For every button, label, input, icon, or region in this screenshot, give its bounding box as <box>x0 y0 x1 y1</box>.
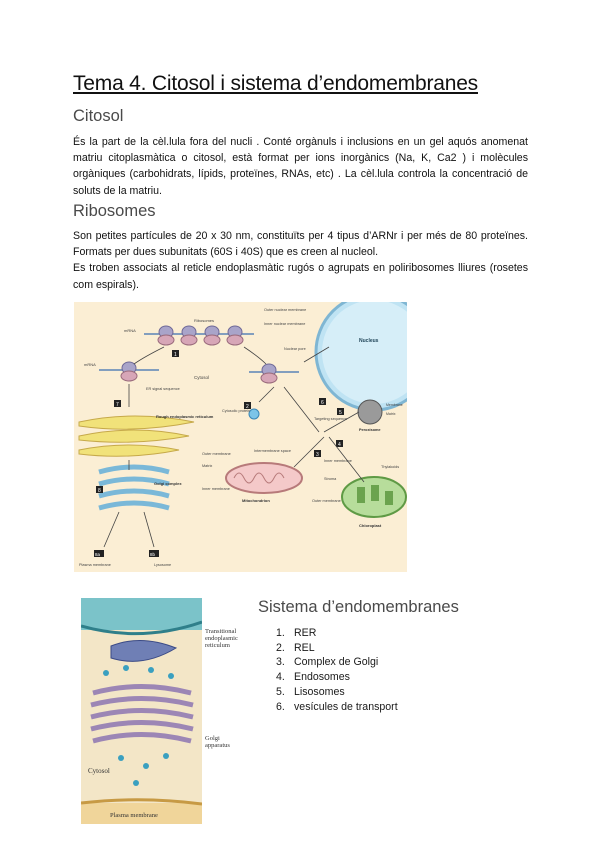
golgi-apparatus-label: Golgi apparatus <box>205 735 230 749</box>
mitochondrion-label: Mitochondrion <box>242 498 270 503</box>
mito-outer-membrane-label: Outer membrane <box>202 452 231 456</box>
list-item-label: Complex de Golgi <box>294 656 379 669</box>
golgi-cisterna-1 <box>99 467 169 472</box>
transitional-er-shape <box>111 640 176 661</box>
peroxisome-label: Peroxisome <box>359 428 381 432</box>
protein-sorting-diagram <box>74 302 407 572</box>
list-item-number: 5. <box>276 685 285 698</box>
endomembrane-list <box>276 626 398 714</box>
step-8a: 8a <box>95 552 101 557</box>
cytosolic-protein-shape <box>249 409 259 419</box>
mrna-label-top: mRNA <box>124 328 136 333</box>
step-6: 6 <box>321 400 324 406</box>
list-item-label: Lisosomes <box>294 685 345 698</box>
nuclear-region <box>81 598 202 630</box>
stroma-label: Stroma <box>324 477 337 481</box>
peroxisome-shape <box>358 400 382 424</box>
endomembrane-diagram <box>81 598 202 824</box>
plasma-membrane-fig2-label: Plasma membrane <box>110 812 158 819</box>
section-heading-citosol: Citosol <box>73 107 124 125</box>
thylakoids-label: Thylakoids <box>381 465 400 469</box>
step-8b: 8b <box>150 552 156 557</box>
step-7: 7 <box>116 402 119 408</box>
list-item <box>276 685 398 700</box>
endomembrane-figure <box>81 598 202 824</box>
polyribosome <box>158 326 243 345</box>
step-2: 2 <box>246 404 249 410</box>
mito-matrix-label: Matrix <box>202 464 213 468</box>
nucleus-label: Nucleus <box>359 338 379 344</box>
cytosol-label: Cytosol <box>194 375 210 380</box>
peroxisome-membrane-label: Membrane <box>386 403 403 407</box>
inner-membrane-label: Inner membrane <box>202 487 230 491</box>
ribosome-large-right <box>261 373 277 383</box>
peroxisome-matrix-label: Matrix <box>386 412 396 416</box>
paragraph-ribosomes <box>73 228 528 293</box>
plasma-membrane-label: Plasma membrane <box>79 563 111 567</box>
lysosome-label: Lysosome <box>154 563 172 567</box>
step-1: 1 <box>174 352 177 358</box>
intermembrane-label: Intermembrane space <box>254 449 291 453</box>
list-item <box>276 626 398 641</box>
ribosomes-text-1: Son petites partícules de 20 x 30 nm, constituïts per 4 tipus d’ARNr i per més de 80 proteïnes. Formats per dues subunitats (60S i 40S) que es creen al nucleol. <box>73 230 528 259</box>
list-item <box>276 670 398 685</box>
section-heading-endomembranes: Sistema d’endomembranes <box>258 598 459 616</box>
ribosomes-text-2: Es troben associats al reticle endoplasmàtic rugós o agrupats en poliribosomes lliures (rosetes com espirals). <box>73 262 528 291</box>
er-signal-label: ER signal sequence <box>146 387 180 391</box>
step-5: 5 <box>339 410 342 416</box>
step-8: 8 <box>98 488 101 494</box>
step-3: 3 <box>316 452 319 458</box>
golgi-label: Golgi complex <box>154 481 182 486</box>
rough-er-label: Rough endoplasmic reticulum <box>156 414 214 419</box>
rough-er-cisterna-3 <box>79 445 179 456</box>
list-item-label: vesícules de transport <box>294 700 398 713</box>
list-item-label: Endosomes <box>294 671 350 684</box>
list-item <box>276 700 398 715</box>
chloroplast-outer-membrane-label: Outer membrane <box>312 499 341 503</box>
nuclear-pore-label: Nuclear pore <box>284 347 306 351</box>
list-item-number: 6. <box>276 700 285 713</box>
protein-sorting-figure <box>74 302 407 572</box>
mrna-label-left: mRNA <box>84 362 96 367</box>
rough-er-cisterna-2 <box>79 430 189 442</box>
golgi-cisterna-3 <box>99 491 169 496</box>
section-heading-ribosomes: Ribosomes <box>73 202 156 220</box>
chloroplast-label: Chloroplast <box>359 523 382 528</box>
page-title: Tema 4. Citosol i sistema d’endomembranes <box>73 72 478 95</box>
golgi-stack <box>91 687 193 742</box>
golgi-cisterna-4 <box>99 503 169 508</box>
list-item <box>276 641 398 656</box>
citosol-text: És la part de la cèl.lula fora del nucli . Conté orgànuls i inclusions en un gel aquós anomenat matriu citoplasmàtica o citosol, està format per ions inorgànics (Na, K, Ca2 ) i molècules orgàniques (carbohidrats, lípids, proteïnes, RNAs, etc) . La cèl.lula controla la concentració de soluts de la matriu. <box>73 136 528 197</box>
chloroplast-inner-membrane-label: Inner membrane <box>324 459 352 463</box>
cytosol-fig2-label: Cytosol <box>88 767 110 775</box>
inner-nuclear-label: Inner nuclear membrane <box>264 322 306 326</box>
ribosomes-label: Ribosomes <box>194 318 215 323</box>
targeting-sequence-label: Targeting sequence <box>314 417 348 421</box>
step-4: 4 <box>338 442 341 448</box>
list-item-number: 1. <box>276 627 285 639</box>
list-item-label: RER <box>294 627 317 639</box>
list-item-number: 4. <box>276 671 285 684</box>
ribosome-large-left <box>121 371 137 381</box>
cytosolic-protein-label: Cytosolic protein <box>222 409 251 413</box>
transitional-er-label: Transitional endoplasmic reticulum <box>205 628 238 649</box>
outer-nuclear-label: Outer nuclear membrane <box>264 308 307 312</box>
paragraph-citosol <box>73 134 528 199</box>
list-item-number: 2. <box>276 641 285 654</box>
list-item <box>276 655 398 670</box>
list-item-number: 3. <box>276 656 285 669</box>
list-item-label: REL <box>294 641 315 654</box>
